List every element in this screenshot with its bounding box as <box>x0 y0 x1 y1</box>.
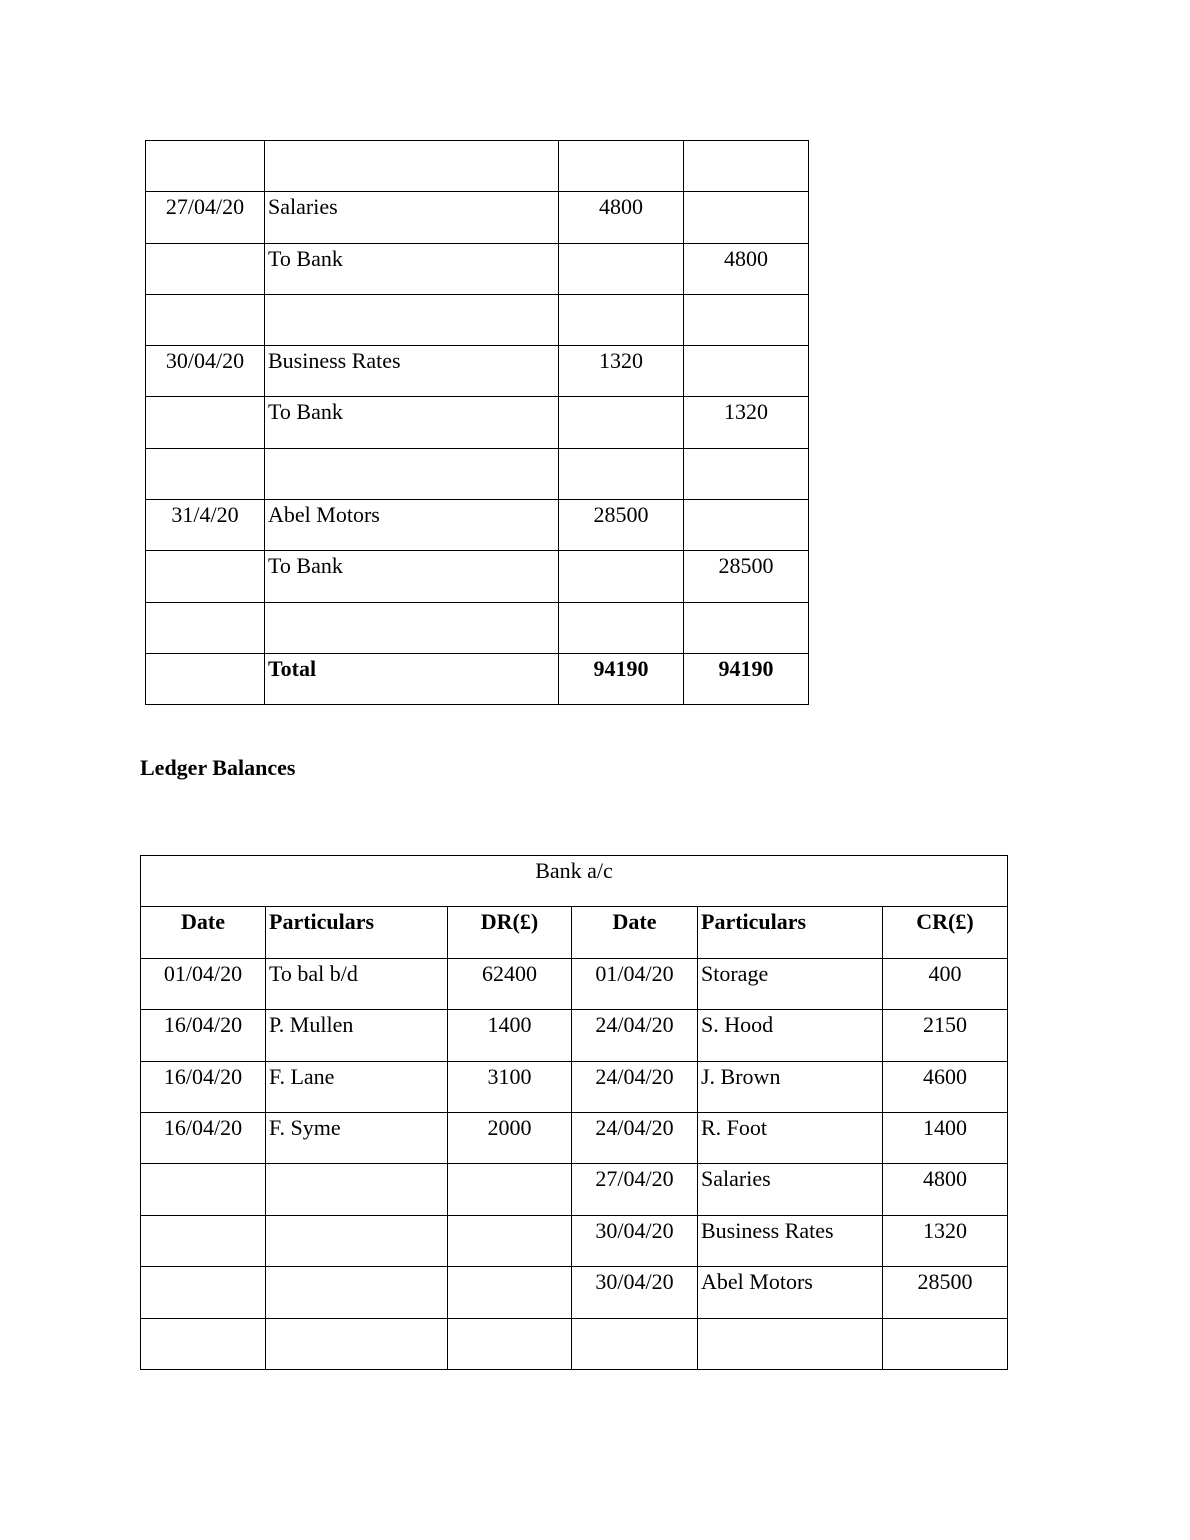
journal-credit-cell <box>684 448 809 499</box>
journal-date-cell <box>146 397 265 448</box>
ledger-row <box>141 1061 1008 1112</box>
journal-debit-cell: 4800 <box>559 192 684 243</box>
header-dr-particulars: Particulars <box>266 907 448 958</box>
cr-amount-cell: 4600 <box>883 1061 1008 1112</box>
dr-particulars-cell: P. Mullen <box>266 1010 448 1061</box>
journal-particulars-cell: To Bank <box>265 551 559 602</box>
journal-credit-cell <box>684 602 809 653</box>
dr-particulars-cell <box>266 1318 448 1369</box>
ledger-row <box>141 958 1008 1009</box>
journal-credit-cell <box>684 141 809 192</box>
journal-row <box>146 192 809 243</box>
cr-date-cell: 24/04/20 <box>572 1061 698 1112</box>
dr-date-cell: 16/04/20 <box>141 1112 266 1163</box>
ledger-heading: Ledger Balances <box>140 755 296 780</box>
cr-particulars-cell: S. Hood <box>698 1010 883 1061</box>
journal-row <box>146 551 809 602</box>
journal-row <box>146 141 809 192</box>
journal-particulars-cell: Abel Motors <box>265 500 559 551</box>
dr-date-cell <box>141 1164 266 1215</box>
dr-particulars-cell <box>266 1164 448 1215</box>
journal-row <box>146 294 809 345</box>
dr-amount-cell <box>448 1318 572 1369</box>
header-cr-amount: CR(£) <box>883 907 1008 958</box>
journal-debit-cell <box>559 397 684 448</box>
cr-date-cell: 24/04/20 <box>572 1010 698 1061</box>
cr-particulars-cell: J. Brown <box>698 1061 883 1112</box>
header-dr-amount: DR(£) <box>448 907 572 958</box>
journal-particulars-cell: Salaries <box>265 192 559 243</box>
cr-particulars-cell <box>698 1318 883 1369</box>
journal-particulars-cell: Business Rates <box>265 346 559 397</box>
journal-credit-cell <box>684 346 809 397</box>
cr-amount-cell <box>883 1318 1008 1369</box>
dr-amount-cell <box>448 1215 572 1266</box>
journal-date-cell: 30/04/20 <box>146 346 265 397</box>
journal-row <box>146 346 809 397</box>
cr-amount-cell: 400 <box>883 958 1008 1009</box>
journal-debit-cell <box>559 551 684 602</box>
journal-row <box>146 500 809 551</box>
journal-debit-cell <box>559 602 684 653</box>
bank-account-table <box>140 855 1008 1370</box>
header-cr-date: Date <box>572 907 698 958</box>
dr-particulars-cell <box>266 1267 448 1318</box>
journal-particulars-cell: To Bank <box>265 243 559 294</box>
cr-amount-cell: 2150 <box>883 1010 1008 1061</box>
journal-particulars-cell: To Bank <box>265 397 559 448</box>
journal-debit-cell: 28500 <box>559 500 684 551</box>
cr-date-cell: 24/04/20 <box>572 1112 698 1163</box>
journal-row <box>146 397 809 448</box>
journal-credit-cell <box>684 500 809 551</box>
journal-row <box>146 243 809 294</box>
cr-date-cell: 27/04/20 <box>572 1164 698 1215</box>
account-title-row <box>141 856 1008 907</box>
journal-credit-cell: 1320 <box>684 397 809 448</box>
ledger-row <box>141 1112 1008 1163</box>
journal-date-cell <box>146 294 265 345</box>
journal-debit-cell <box>559 141 684 192</box>
account-title: Bank a/c <box>141 856 1008 907</box>
journal-debit-cell <box>559 243 684 294</box>
dr-amount-cell: 2000 <box>448 1112 572 1163</box>
journal-table <box>145 140 809 705</box>
ledger-row <box>141 1318 1008 1369</box>
journal-debit-cell: 1320 <box>559 346 684 397</box>
ledger-row <box>141 1010 1008 1061</box>
cr-date-cell: 01/04/20 <box>572 958 698 1009</box>
journal-date-cell <box>146 653 265 704</box>
journal-date-cell: 31/4/20 <box>146 500 265 551</box>
journal-particulars-cell <box>265 141 559 192</box>
journal-credit-cell: 4800 <box>684 243 809 294</box>
journal-row <box>146 653 809 704</box>
ledger-row <box>141 1164 1008 1215</box>
ledger-row <box>141 1267 1008 1318</box>
dr-date-cell <box>141 1215 266 1266</box>
cr-particulars-cell: Business Rates <box>698 1215 883 1266</box>
journal-debit-cell: 94190 <box>559 653 684 704</box>
journal-debit-cell <box>559 448 684 499</box>
journal-credit-cell <box>684 294 809 345</box>
journal-credit-cell <box>684 192 809 243</box>
cr-date-cell: 30/04/20 <box>572 1215 698 1266</box>
journal-credit-cell: 28500 <box>684 551 809 602</box>
journal-debit-cell <box>559 294 684 345</box>
header-dr-date: Date <box>141 907 266 958</box>
header-row <box>141 907 1008 958</box>
journal-credit-cell: 94190 <box>684 653 809 704</box>
journal-body <box>146 141 809 705</box>
journal-particulars-cell <box>265 448 559 499</box>
dr-particulars-cell: F. Syme <box>266 1112 448 1163</box>
cr-particulars-cell: Storage <box>698 958 883 1009</box>
dr-date-cell <box>141 1318 266 1369</box>
journal-date-cell <box>146 602 265 653</box>
dr-amount-cell <box>448 1164 572 1215</box>
journal-row <box>146 602 809 653</box>
dr-particulars-cell: To bal b/d <box>266 958 448 1009</box>
journal-date-cell: 27/04/20 <box>146 192 265 243</box>
cr-date-cell: 30/04/20 <box>572 1267 698 1318</box>
dr-date-cell: 16/04/20 <box>141 1061 266 1112</box>
cr-date-cell <box>572 1318 698 1369</box>
journal-particulars-cell: Total <box>265 653 559 704</box>
dr-particulars-cell: F. Lane <box>266 1061 448 1112</box>
cr-particulars-cell: Salaries <box>698 1164 883 1215</box>
dr-amount-cell: 3100 <box>448 1061 572 1112</box>
dr-amount-cell <box>448 1267 572 1318</box>
journal-date-cell <box>146 551 265 602</box>
header-cr-particulars: Particulars <box>698 907 883 958</box>
dr-date-cell: 16/04/20 <box>141 1010 266 1061</box>
bank-body <box>141 958 1008 1369</box>
ledger-row <box>141 1215 1008 1266</box>
cr-particulars-cell: R. Foot <box>698 1112 883 1163</box>
cr-amount-cell: 4800 <box>883 1164 1008 1215</box>
dr-date-cell: 01/04/20 <box>141 958 266 1009</box>
dr-date-cell <box>141 1267 266 1318</box>
dr-particulars-cell <box>266 1215 448 1266</box>
dr-amount-cell: 1400 <box>448 1010 572 1061</box>
journal-particulars-cell <box>265 602 559 653</box>
journal-date-cell <box>146 141 265 192</box>
cr-amount-cell: 28500 <box>883 1267 1008 1318</box>
cr-amount-cell: 1400 <box>883 1112 1008 1163</box>
journal-row <box>146 448 809 499</box>
cr-amount-cell: 1320 <box>883 1215 1008 1266</box>
journal-date-cell <box>146 448 265 499</box>
journal-particulars-cell <box>265 294 559 345</box>
dr-amount-cell: 62400 <box>448 958 572 1009</box>
journal-date-cell <box>146 243 265 294</box>
cr-particulars-cell: Abel Motors <box>698 1267 883 1318</box>
